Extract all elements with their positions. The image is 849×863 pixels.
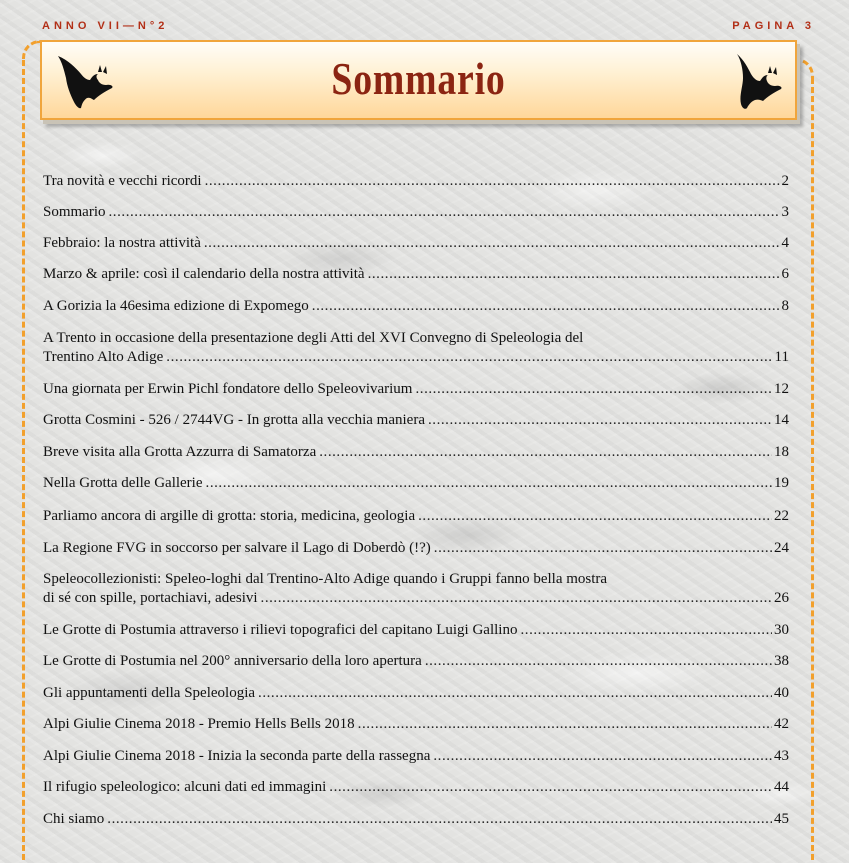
- toc-entry-page: 14: [774, 412, 789, 428]
- dot-leader: [107, 810, 772, 829]
- dot-leader: [166, 348, 772, 367]
- dot-leader: [258, 684, 772, 703]
- toc-entry[interactable]: [43, 570, 789, 608]
- toc-entry[interactable]: [43, 507, 789, 526]
- toc-entry-page: 6: [781, 266, 789, 282]
- dot-leader: [425, 652, 772, 671]
- toc-entry[interactable]: [43, 329, 789, 367]
- dot-leader: [312, 297, 780, 316]
- toc-entry-title: Alpi Giulie Cinema 2018 - Premio Hells Bells 2018: [43, 716, 355, 732]
- toc-entry[interactable]: [43, 715, 789, 734]
- toc-entry-title: Parliamo ancora di argille di grotta: storia, medicina, geologia: [43, 508, 416, 524]
- dot-leader: [520, 621, 772, 640]
- dot-leader: [206, 474, 772, 493]
- toc-entry-title: Grotta Cosmini - 526 / 2744VG - In grotta alla vecchia maniera: [43, 412, 425, 428]
- toc-entry-title: Gli appuntamenti della Speleologia: [43, 685, 256, 701]
- toc-entry-page: 40: [774, 685, 789, 701]
- toc-entry-page: 11: [774, 349, 789, 365]
- dot-leader: [204, 234, 780, 253]
- toc-entry-title: Le Grotte di Postumia attraverso i rilievi topografici del capitano Luigi Gallino: [43, 622, 518, 638]
- toc-entry[interactable]: [43, 539, 789, 558]
- toc-entry[interactable]: [43, 810, 789, 829]
- dot-leader: [109, 203, 780, 222]
- dot-leader: [358, 715, 772, 734]
- issue-number: ANNO VII—N°2: [42, 20, 169, 32]
- toc-entry[interactable]: [43, 747, 789, 766]
- toc-entry[interactable]: [43, 652, 789, 671]
- toc-entry-title: Tra novità e vecchi ricordi: [43, 173, 202, 189]
- toc-entry-title-line1: A Trento in occasione della presentazione degli Atti del XVI Convegno di Speleologia del: [43, 330, 584, 346]
- toc-entry-title: Marzo & aprile: così il calendario della nostra attività: [43, 266, 365, 282]
- toc-entry-page: 12: [774, 381, 789, 397]
- toc-entry[interactable]: [43, 203, 789, 222]
- toc-entry[interactable]: [43, 778, 789, 797]
- toc-entry[interactable]: [43, 234, 789, 253]
- toc-entry-page: 24: [774, 540, 789, 556]
- dot-leader: [418, 507, 772, 526]
- dot-leader: [415, 380, 772, 399]
- toc-entry-title: Sommario: [43, 204, 106, 220]
- toc-entry[interactable]: [43, 265, 789, 284]
- toc-entry-page: 44: [774, 779, 789, 795]
- toc-entry-title: Trentino Alto Adige: [43, 349, 164, 365]
- toc-entry-title: Alpi Giulie Cinema 2018 - Inizia la seconda parte della rassegna: [43, 748, 431, 764]
- toc-entry[interactable]: [43, 474, 789, 493]
- page-number: PAGINA 3: [732, 20, 815, 32]
- toc-entry-page: 45: [774, 811, 789, 827]
- toc-entry-page: 2: [781, 173, 789, 189]
- toc-entry[interactable]: [43, 621, 789, 640]
- toc-entry-title: Il rifugio speleologico: alcuni dati ed immagini: [43, 779, 327, 795]
- toc-entry-title: A Gorizia la 46esima edizione di Expomego: [43, 298, 309, 314]
- toc-entry-page: 38: [774, 653, 789, 669]
- toc-entry[interactable]: [43, 443, 789, 462]
- toc-entry-page: 22: [774, 508, 789, 524]
- toc-entry-title: Le Grotte di Postumia nel 200° anniversario della loro apertura: [43, 653, 422, 669]
- dot-leader: [433, 747, 772, 766]
- toc-entry-page: 4: [781, 235, 789, 251]
- toc-entry-title: Una giornata per Erwin Pichl fondatore dello Speleovivarium: [43, 381, 413, 397]
- toc-entry-title: Breve visita alla Grotta Azzurra di Samatorza: [43, 444, 317, 460]
- dot-leader: [428, 411, 772, 430]
- toc-entry-title: di sé con spille, portachiavi, adesivi: [43, 590, 258, 606]
- toc-entry-page: 18: [774, 444, 789, 460]
- toc-entry-title: Febbraio: la nostra attività: [43, 235, 201, 251]
- toc-entry-page: 3: [781, 204, 789, 220]
- toc-entry-page: 30: [774, 622, 789, 638]
- page-title: Sommario: [331, 53, 506, 104]
- toc-entry-title-line1: Speleocollezionisti: Speleo-loghi dal Trentino-Alto Adige quando i Gruppi fanno bella mostra: [43, 571, 608, 587]
- dot-leader: [329, 778, 772, 797]
- toc-entry[interactable]: [43, 411, 789, 430]
- toc-entry-page: 43: [774, 748, 789, 764]
- toc-entry-page: 8: [781, 298, 789, 314]
- toc-entry-title: La Regione FVG in soccorso per salvare il Lago di Doberdò (!?): [43, 540, 431, 556]
- toc-entry-page: 42: [774, 716, 789, 732]
- toc-entry[interactable]: [43, 297, 789, 316]
- dot-leader: [205, 172, 780, 191]
- toc-entry[interactable]: [43, 684, 789, 703]
- toc-entry-page: 26: [774, 590, 789, 606]
- toc-entry-page: 19: [774, 475, 789, 491]
- toc-entry[interactable]: [43, 172, 789, 191]
- toc-entry-title: Nella Grotta delle Gallerie: [43, 475, 203, 491]
- dot-leader: [319, 443, 772, 462]
- dot-leader: [434, 539, 772, 558]
- dot-leader: [261, 589, 772, 608]
- toc-entry-title: Chi siamo: [43, 811, 105, 827]
- dot-leader: [368, 265, 780, 284]
- toc-entry[interactable]: [43, 380, 789, 399]
